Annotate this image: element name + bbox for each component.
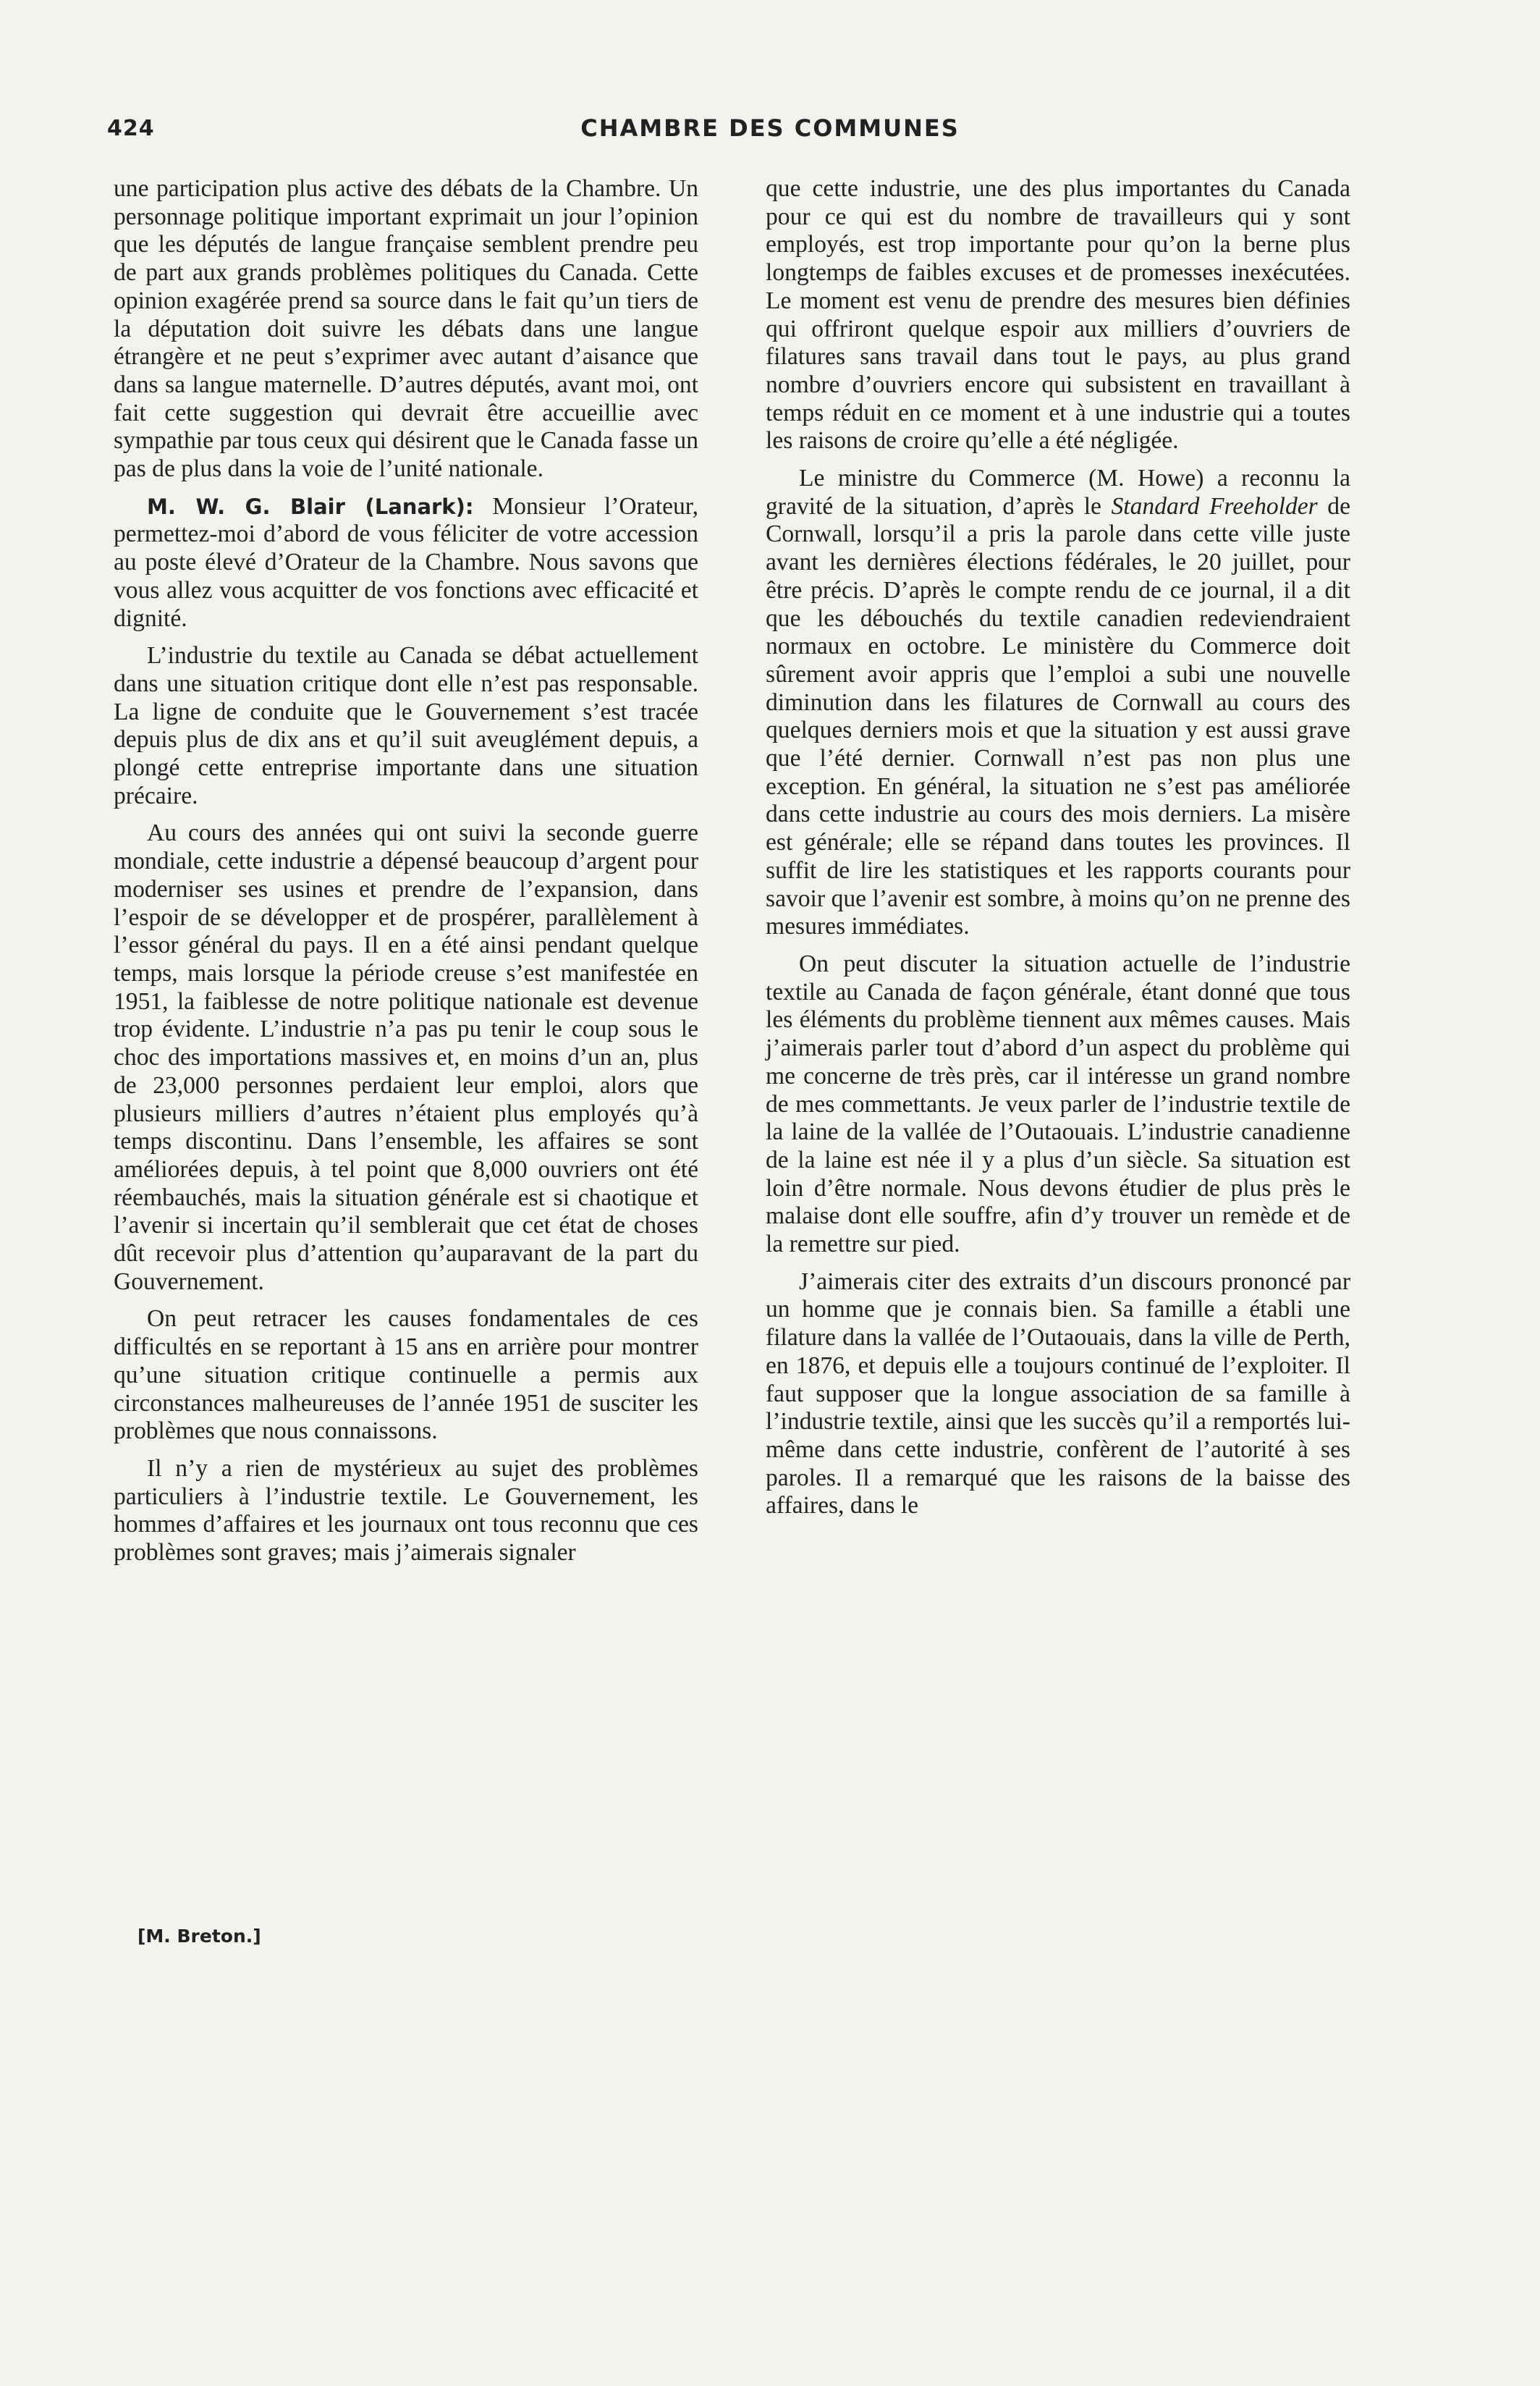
- running-head: CHAMBRE DES COMMUNES: [580, 114, 960, 142]
- paragraph: J’aimerais citer des extraits d’un discours prononcé par un homme que je connais bien. Sa famille a établi une filature dans la vallée de l’Outaouais, dans la ville de Perth, en 1876, et depuis elle a toujours continué de l’exploiter. Il faut supposer que la longue association de sa famille à l’industrie textile, ainsi que les succès qu’il a remportés lui-même dans cette industrie, confèrent de l’autorité à ses paroles. Il a remarqué que les raisons de la baisse des affaires, dans le: [766, 1268, 1350, 1519]
- speaker-name: M. W. G. Blair (Lanark):: [147, 494, 474, 519]
- speaker-attribution: [M. Breton.]: [138, 1926, 261, 1947]
- right-column: [766, 175, 1350, 1530]
- paragraph-text: Monsieur l’Orateur, permettez-moi d’abord de vous féliciter de votre accession au poste élevé d’Orateur de la Chambre. Nous savons que vous allez vous acquitter de vos fonctions avec efficacité et dignité.: [114, 492, 699, 632]
- paragraph: On peut retracer les causes fondamentales de ces difficultés en se reportant à 15 ans en arrière pour montrer qu’une situation critique continuelle a permis aux circonstances malheureuses de l’année 1951 de susciter les problèmes que nous connaissons.: [114, 1305, 698, 1445]
- paragraph: [114, 493, 698, 633]
- paragraph: que cette industrie, une des plus importantes du Canada pour ce qui est du nombre de travailleurs qui y sont employés, est trop importante pour qu’on la berne plus longtemps de faibles excuses et de promesses inexécutées. Le moment est venu de prendre des mesures bien définies qui offriront quelque espoir aux milliers d’ouvriers de filatures sans travail dans tout le pays, au plus grand nombre d’ouvriers encore qui subsistent en travaillant à temps réduit en ce moment et à une industrie qui a toutes les raisons de croire qu’elle a été négligée.: [766, 175, 1350, 455]
- paragraph: une participation plus active des débats de la Chambre. Un personnage politique important exprimait un jour l’opinion que les députés de langue française semblent prendre peu de part aux grands problèmes politiques du Canada. Cette opinion exagérée prend sa source dans le fait qu’un tiers de la députation doit suivre les débats dans une langue étrangère et ne peut s’exprimer avec autant d’aisance que dans sa langue maternelle. D’autres députés, avant moi, ont fait cette suggestion qui devrait être accueillie avec sympathie par tous ceux qui désirent que le Canada fasse un pas de plus dans la voie de l’unité nationale.: [114, 175, 698, 483]
- paragraph: On peut discuter la situation actuelle de l’industrie textile au Canada de façon générale, étant donné que tous les éléments du problème tiennent aux mêmes causes. Mais j’aimerais parler tout d’abord d’un aspect du problème qui me concerne de très près, car il intéresse un grand nombre de mes commettants. Je veux parler de l’industrie textile de la laine de la vallée de l’Outaouais. L’industrie canadienne de la laine est née il y a plus d’un siècle. Sa situation est loin d’être normale. Nous devons étudier de plus près le malaise dont elle souffre, afin d’y trouver un remède et de la remettre sur pied.: [766, 950, 1350, 1258]
- paragraph-text: Le ministre du Commerce (M. Howe) a reconnu la gravité de la situation, d’après le: [766, 465, 1350, 520]
- paragraph: Au cours des années qui ont suivi la seconde guerre mondiale, cette industrie a dépensé beaucoup d’argent pour moderniser ses usines et prendre de l’expansion, dans l’espoir de se développer et de prospérer, parallèlement à l’essor général du pays. Il en a été ainsi pendant quelque temps, mais lorsque la période creuse s’est manifestée en 1951, la faiblesse de notre politique nationale est devenue trop évidente. L’industrie n’a pas pu tenir le coup sous le choc des importations massives et, en moins d’un an, plus de 23,000 personnes perdaient leur emploi, alors que plusieurs milliers d’autres n’étaient plus employés qu’à temps discontinu. Dans l’ensemble, les affaires se sont améliorées depuis, à tel point que 8,000 ouvriers ont été réembauchés, mais la situation générale est si chaotique et l’avenir si incertain qu’il semblerait que cet état de choses dût recevoir plus d’attention qu’auparavant de la part du Gouvernement.: [114, 819, 698, 1295]
- paragraph-text: de Cornwall, lorsqu’il a pris la parole dans cette ville juste avant les dernières élections fédérales, le 20 juillet, pour être précis. D’après le compte rendu de ce journal, il a dit que les débouchés du textile canadien redeviendraient normaux en octobre. Le ministère du Commerce doit sûrement avoir appris que l’emploi a subi une nouvelle diminution dans les filatures de Cornwall au cours des quelques derniers mois et que la situation y est aussi grave que l’été dernier. Cornwall n’est pas non plus une exception. En général, la situation ne s’est pas améliorée dans cette industrie au cours des mois derniers. La misère est générale; elle se répand dans toutes les provinces. Il suffit de lire les statistiques et les rapports courants pour savoir que l’avenir est sombre, à moins qu’on ne prenne des mesures immédiates.: [766, 492, 1350, 940]
- paragraph: L’industrie du textile au Canada se débat actuellement dans une situation critique dont elle n’est pas responsable. La ligne de conduite que le Gouvernement s’est tracée depuis plus de dix ans et qu’il suit aveuglément depuis, a plongé cette entreprise importante dans une situation précaire.: [114, 642, 698, 809]
- page-number: 424: [107, 116, 155, 141]
- paragraph: Il n’y a rien de mystérieux au sujet des problèmes particuliers à l’industrie textile. Le Gouvernement, les hommes d’affaires et les journaux ont tous reconnu que ces problèmes sont graves; mais j’aimerais signaler: [114, 1454, 698, 1567]
- left-column: [114, 175, 698, 1577]
- paragraph: [766, 465, 1350, 941]
- newspaper-title: Standard Freeholder: [1111, 492, 1318, 520]
